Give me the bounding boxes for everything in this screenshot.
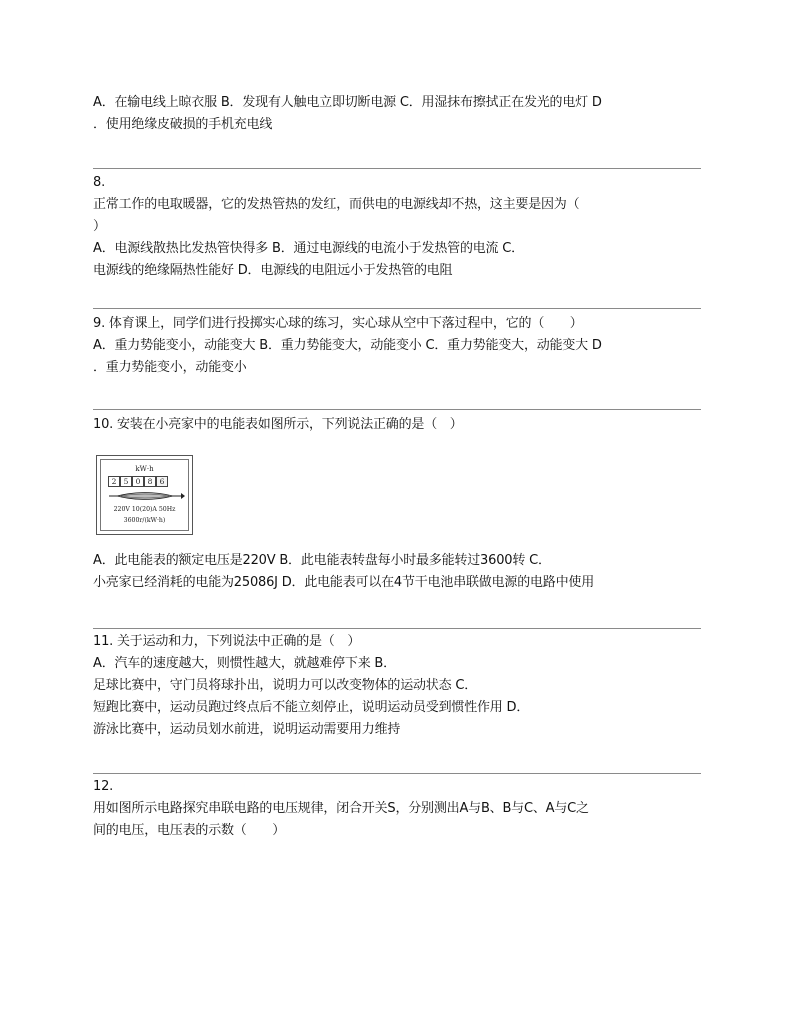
meter-face [100,459,189,531]
question-8-stem-line-1: 正常工作的电取暖器，它的发热管热的发红，而供电的电源线却不热，这主要是因为（ [93,197,580,212]
question-9-stem: 9. 体育课上，同学们进行投掷实心球的练习，实心球从空中下落过程中，它的（ ） [93,316,583,331]
meter-unit-label: kW·h [135,465,154,473]
divider [93,628,701,629]
meter-revolution-label: 3600r/(kW·h) [123,517,166,524]
meter-digit: 5 [120,476,132,487]
meter-digit: 2 [108,476,120,487]
question-11-option-a: A．汽车的速度越大，则惯性越大，就越难停下来 B． [93,656,396,671]
question-8-number: 8. [93,175,106,190]
meter-digit-display [108,476,168,487]
question-7-options [93,92,701,136]
question-12-number: 12. [93,779,114,794]
divider [93,773,701,774]
electric-meter-figure [96,455,193,535]
question-11 [93,631,701,741]
meter-digit: 0 [132,476,144,487]
question-8 [93,172,701,282]
meter-digit: 8 [144,476,156,487]
question-8-stem-line-2: ） [93,219,106,234]
question-10-stem-line: 10. 安装在小亮家中的电能表如图所示，下列说法正确的是（ ） [93,417,463,432]
question-12 [93,776,701,842]
question-9-options-line-2: ．重力势能变小，动能变小 [93,360,247,375]
divider [93,308,701,309]
question-11-stem: 11. 关于运动和力，下列说法中正确的是（ ） [93,634,361,649]
meter-spec-label: 220V 10(20)A 50Hz [113,506,176,513]
question-10-options-line-1: A．此电能表的额定电压是220V B．此电能表转盘每小时最多能转过3600转 C． [93,553,551,568]
question-9-options-line-1: A．重力势能变小，动能变大 B．重力势能变大，动能变小 C．重力势能变大，动能变大 D [93,338,602,353]
meter-digit-decimal: 6 [156,476,168,487]
question-12-stem-line-2: 间的电压，电压表的示数（ ） [93,823,286,838]
question-8-options-line-2: 电源线的绝缘隔热性能好 D．电源线的电阻远小于发热管的电阻 [93,263,453,278]
question-8-options-line-1: A．电源线散热比发热管快得多 B．通过电源线的电流小于发热管的电流 C． [93,241,524,256]
question-10-stem [93,414,701,436]
question-11-option-b: 足球比赛中，守门员将球扑出，说明力可以改变物体的运动状态 C． [93,678,478,693]
question-7-line-2: ．使用绝缘皮破损的手机充电线 [93,117,273,132]
question-12-stem-line-1: 用如图所示电路探究串联电路的电压规律，闭合开关S，分别测出A与B、B与C、A与C之 [93,801,589,816]
question-7-line-1: A．在输电线上晾衣服 B．发现有人触电立即切断电源 C．用湿抹布擦拭正在发光的电灯 D [93,95,602,110]
question-11-option-c: 短跑比赛中，运动员跑过终点后不能立刻停止，说明运动员受到惯性作用 D． [93,700,530,715]
divider [93,409,701,410]
question-10-options [93,550,701,594]
meter-rotating-disc-icon [107,489,185,503]
question-10-options-line-2: 小亮家已经消耗的电能为25086J D．此电能表可以在4节干电池串联做电源的电路中使用 [93,575,595,590]
question-9 [93,313,701,379]
divider [93,168,701,169]
question-11-option-d: 游泳比赛中，运动员划水前进，说明运动需要用力维持 [93,722,401,737]
